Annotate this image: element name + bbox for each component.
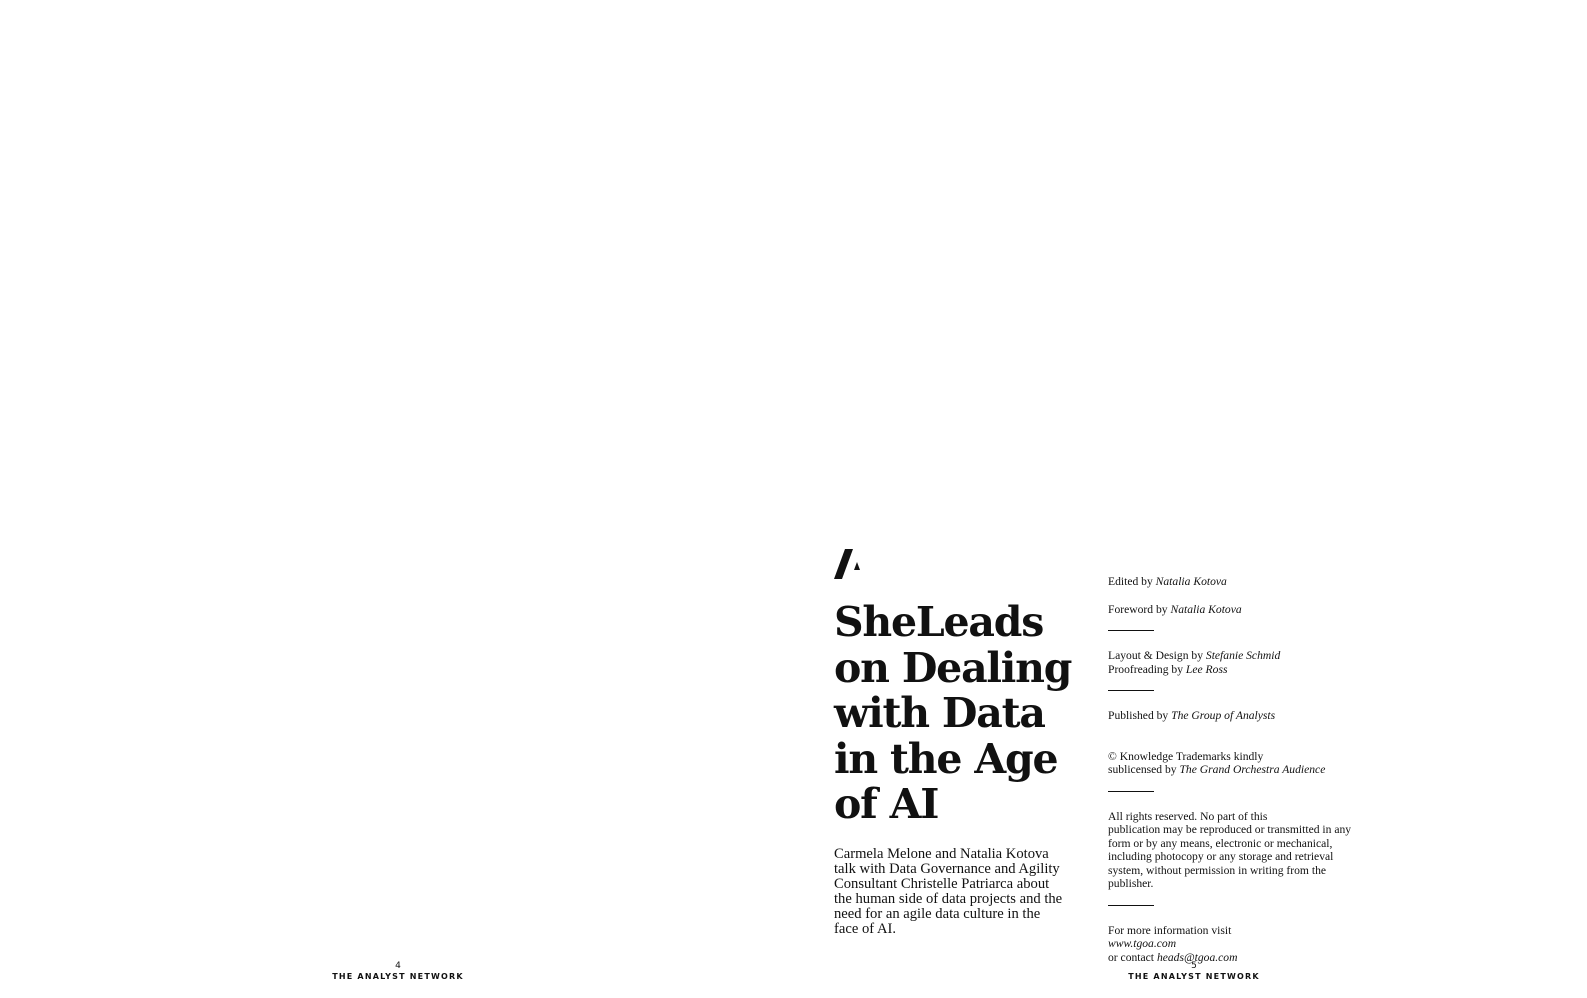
- right-page-footer: [1094, 961, 1294, 982]
- published-by-line: [1108, 709, 1388, 723]
- layout-design-line: [1108, 649, 1388, 663]
- contact-label: or contact: [1108, 950, 1157, 964]
- rights-line: form or by any means, electronic or mechanical,: [1108, 836, 1333, 850]
- editor-name: Natalia Kotova: [1155, 575, 1227, 588]
- left-page-footer: [298, 961, 498, 982]
- page-title: [834, 600, 1084, 828]
- sublicense-line: [1108, 763, 1388, 777]
- publisher-logo-icon: [834, 549, 862, 579]
- layout-design-label: Layout & Design by: [1108, 649, 1206, 662]
- title-line: of AI: [834, 780, 939, 828]
- publisher-name: The Group of Analysts: [1171, 709, 1276, 722]
- rights-line: All rights reserved. No part of this: [1108, 809, 1268, 823]
- rights-line: system, without permission in writing from the: [1108, 863, 1327, 877]
- title-line: in the Age: [834, 734, 1058, 783]
- title-line: SheLeads: [834, 598, 1044, 646]
- proofreader-name: Lee Ross: [1185, 662, 1228, 676]
- network-name: THE ANALYST NETWORK: [1128, 972, 1260, 981]
- summary-text: Carmela Melone and Natalia Kotova talk with Data Governance and Agility Consultant Christelle Patriarca about the human side of data projects and the need for an agile data culture in the face of AI.: [834, 846, 1063, 937]
- title-line: on Dealing: [834, 643, 1072, 692]
- edited-by-line: [1108, 575, 1388, 589]
- trademark-line: © Knowledge Trademarks kindly: [1108, 749, 1264, 763]
- foreword-author-name: Natalia Kotova: [1170, 602, 1242, 616]
- network-name: THE ANALYST NETWORK: [332, 972, 464, 981]
- edited-by-label: Edited by: [1108, 575, 1156, 588]
- published-by-label: Published by: [1108, 709, 1172, 722]
- sublicensee-name: The Grand Orchestra Audience: [1179, 763, 1326, 776]
- designer-name: Stefanie Schmid: [1205, 649, 1281, 662]
- email-link[interactable]: heads@tgoa.com: [1156, 950, 1238, 964]
- website-link[interactable]: www.tgoa.com: [1108, 937, 1177, 950]
- proofreading-label: Proofreading by: [1108, 662, 1186, 676]
- proofreading-line: [1108, 663, 1388, 677]
- sublicensed-by-label: sublicensed by: [1108, 763, 1180, 776]
- title-line: with Data: [834, 689, 1045, 737]
- foreword-by-label: Foreword by: [1108, 602, 1171, 616]
- page-number: 5: [1191, 961, 1197, 971]
- page-number: 4: [395, 961, 401, 971]
- info-label: For more information visit: [1108, 923, 1232, 937]
- rights-line: publisher.: [1108, 877, 1154, 890]
- colophon: [1108, 575, 1388, 964]
- foreword-by-line: [1108, 603, 1388, 617]
- rights-line: including photocopy or any storage and retrieval: [1108, 850, 1334, 863]
- rights-line: publication may be reproduced or transmitted in any: [1108, 823, 1352, 836]
